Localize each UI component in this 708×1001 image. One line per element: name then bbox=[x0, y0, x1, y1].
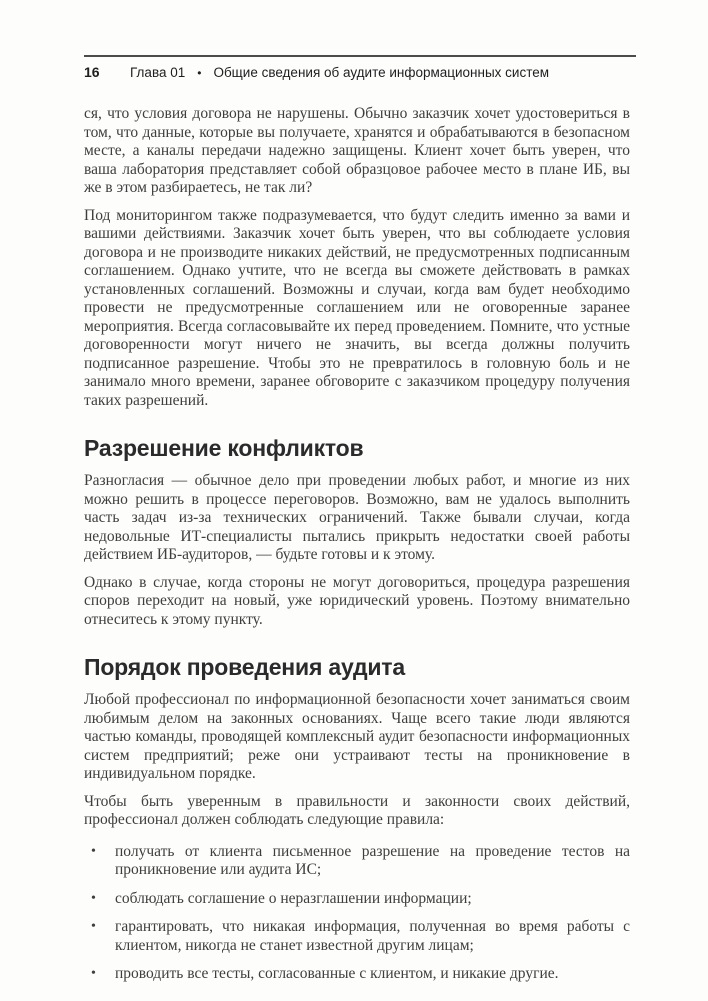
list-item-text: соблюдать соглашение о неразглашении информации; bbox=[115, 889, 472, 907]
bullet-icon: • bbox=[91, 966, 96, 981]
paragraph-intro-1: ся, что условия договора не нарушены. Обычно заказчик хочет удостовериться в том, что данные, которые вы получаете, хранятся и обрабатываются в безопасном месте, а каналы передачи надежно защищены. Клиент хочет быть уверен, что ваша лаборатория представляет собой образцовое рабочее место в плане ИБ, вы же в этом разбираетесь, не так ли? bbox=[84, 105, 630, 196]
page-number: 16 bbox=[84, 64, 100, 80]
chapter-label: Глава 01 bbox=[130, 65, 186, 80]
paragraph-conflict-2: Однако в случае, когда стороны не могут договориться, процедура разрешения споров переходит на новый, уже юридический уровень. Поэтому внимательно отнеситесь к этому пункту. bbox=[84, 573, 630, 628]
list-item bbox=[84, 965, 630, 984]
rules-list bbox=[84, 843, 630, 984]
chapter-title: Общие сведения об аудите информационных систем bbox=[213, 65, 550, 80]
page-body bbox=[84, 105, 630, 984]
list-item-text: проводить все тесты, согласованные с клиентом, и никакие другие. bbox=[115, 965, 559, 982]
bullet-icon: • bbox=[91, 890, 96, 906]
list-item bbox=[84, 843, 630, 880]
list-item bbox=[84, 890, 630, 909]
header-rule bbox=[84, 55, 636, 57]
running-head bbox=[84, 64, 630, 80]
list-item-text: гарантировать, что никакая информация, полученная во время работы с клиентом, никогда не станет известной другим лицам; bbox=[115, 918, 630, 954]
paragraph-audit-2: Чтобы быть уверенным в правильности и законности своих действий, профессионал должен соблюдать следующие правила: bbox=[84, 792, 630, 828]
section-heading-audit-procedure: Порядок проведения аудита bbox=[84, 654, 405, 680]
bullet-icon: • bbox=[91, 843, 96, 859]
section-heading-conflict-resolution: Разрешение конфликтов bbox=[84, 435, 364, 461]
page-header bbox=[84, 55, 630, 80]
list-item bbox=[84, 918, 630, 955]
paragraph-intro-2: Под мониторингом также подразумевается, что будут следить именно за вами и вашими действиями. Заказчик хочет быть уверен, что вы соблюдаете условия договора и не производите никаких действий, не предусмотренных подписанным соглашением. Однако учтите, что не всегда вы сможете действовать в рамках установленных соглашений. Возможны и случаи, когда вам будет необходимо провести не предусмотренные соглашением или не оговоренные заранее мероприятия. Всегда согласовывайте их перед проведением. Помните, что устные договоренности могут ничего не значить, вы всегда должны получить подписанное разрешение. Чтобы это не превратилось в головную боль и не занимало много времени, заранее обговорите с заказчиком процедуру получения таких разрешений. bbox=[84, 206, 630, 409]
list-item-text: получать от клиента письменное разрешение на проведение тестов на проникновение или аудита ИС; bbox=[115, 842, 630, 878]
paragraph-conflict-1: Разногласия — обычное дело при проведении любых работ, и многие из них можно решить в процессе переговоров. Возможно, вам не удалось выполнить часть задач из-за технических ограничений. Также бывали случаи, когда недовольные ИТ-специалисты пытались прикрыть недостатки своей работы действием ИБ-аудиторов, — будьте готовы и к этому. bbox=[84, 472, 630, 563]
bullet-icon: • bbox=[91, 919, 96, 934]
header-separator-dot: • bbox=[197, 66, 202, 80]
paragraph-audit-1: Любой профессионал по информационной безопасности хочет заниматься своим любимым делом на законных основаниях. Чаще всего такие люди являются частью команды, проводящей комплексный аудит безопасности информационных систем предприятий; реже они устраивают тесты на проникновение в индивидуальном порядке. bbox=[84, 691, 630, 782]
